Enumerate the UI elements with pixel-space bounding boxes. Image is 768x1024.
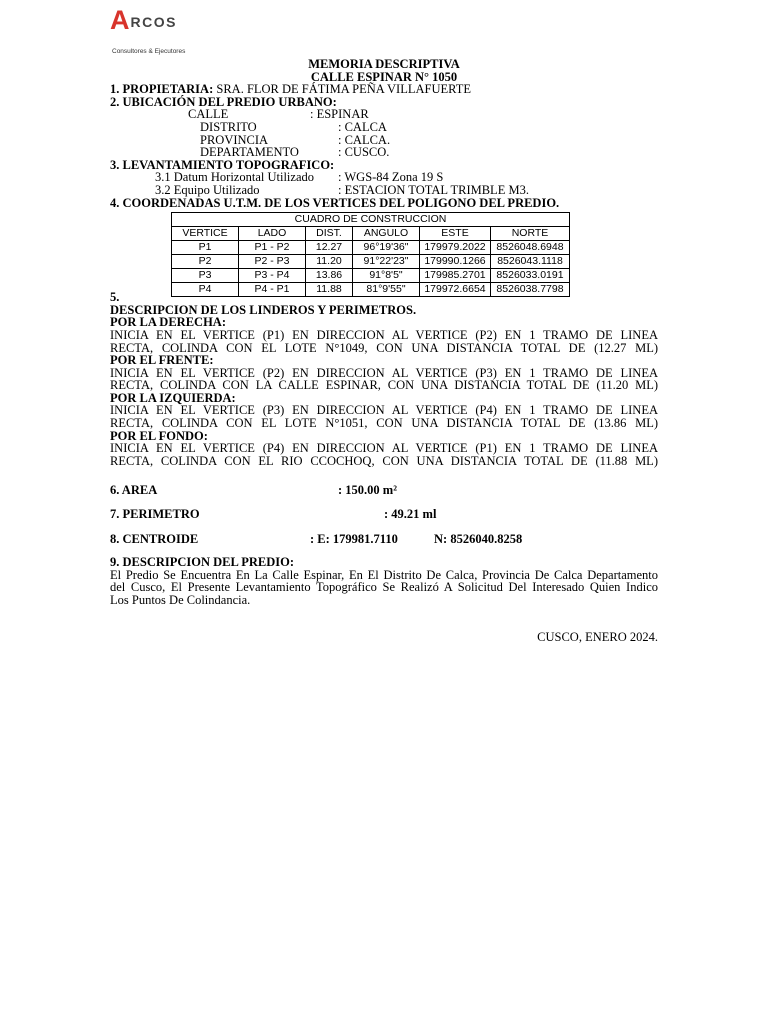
property-description-line1: El Predio Se Encuentra En La Calle Espinar, En El Distrito De Calca, Provincia De Calca Departamento — [110, 567, 658, 582]
property-description-heading: 9. DESCRIPCION DEL PREDIO: — [110, 555, 295, 570]
boundaries-heading: DESCRIPCION DE LOS LINDEROS Y PERIMETROS. — [110, 302, 417, 317]
front-boundary-label: POR EL FRENTE: — [110, 353, 214, 368]
cell-lado: P3 - P4 — [239, 269, 306, 283]
cell-este: 179990.1266 — [420, 255, 491, 269]
owner-label: 1. PROPIETARIA: — [110, 82, 214, 97]
cell-angulo: 91°22'23" — [353, 255, 420, 269]
front-boundary-line1: INICIA EN EL VERTICE (P2) EN DIRECCION AL VERTICE (P3) EN 1 TRAMO DE LINEA — [110, 365, 658, 380]
company-logo — [110, 5, 190, 58]
calle-value: : ESPINAR — [310, 107, 369, 122]
centroid-label: 8. CENTROIDE — [110, 531, 199, 546]
location-departamento — [110, 146, 658, 159]
property-description-line3: Los Puntos De Colindancia. — [110, 593, 251, 607]
left-boundary-line2: RECTA, COLINDA CON EL LOTE N°1051, CON UNA DISTANCIA TOTAL DE (13.86 ML) — [110, 416, 658, 431]
document-page — [110, 5, 658, 644]
distrito-label: DISTRITO — [200, 119, 257, 134]
calle-label: CALLE — [188, 107, 229, 122]
equipment-label: 3.2 Equipo Utilizado — [155, 182, 260, 197]
cell-este: 179985.2701 — [420, 269, 491, 283]
survey-equipment — [110, 184, 658, 197]
equipment-value: : ESTACION TOTAL TRIMBLE M3. — [338, 182, 529, 197]
header-lado: LADO — [239, 227, 306, 241]
back-boundary-line1: INICIA EN EL VERTICE (P4) EN DIRECCION AL VERTICE (P1) EN 1 TRAMO DE LINEA — [110, 441, 658, 456]
header-norte: NORTE — [491, 227, 570, 241]
area-value: : 150.00 m² — [338, 483, 397, 498]
table-caption: CUADRO DE CONSTRUCCION — [172, 213, 570, 227]
datum-value: : WGS-84 Zona 19 S — [338, 170, 444, 185]
cell-dist: 11.88 — [306, 283, 353, 297]
cell-vertice: P2 — [172, 255, 239, 269]
centroid-row — [110, 533, 658, 546]
distrito-value: : CALCA — [338, 119, 387, 134]
left-boundary-line1: INICIA EN EL VERTICE (P3) EN DIRECCION AL VERTICE (P4) EN 1 TRAMO DE LINEA — [110, 403, 658, 418]
right-boundary-line1: INICIA EN EL VERTICE (P1) EN DIRECCION AL VERTICE (P2) EN 1 TRAMO DE LINEA — [110, 327, 658, 342]
cell-dist: 13.86 — [306, 269, 353, 283]
logo-brand: A RCOS — [110, 5, 177, 35]
construction-table — [171, 212, 570, 297]
centroid-east: : E: 179981.7110 — [310, 531, 398, 546]
back-boundary-label: POR EL FONDO: — [110, 428, 208, 443]
right-boundary-line2: RECTA, COLINDA CON EL LOTE N°1049, CON UNA DISTANCIA TOTAL DE (12.27 ML) — [110, 340, 658, 355]
datum-label: 3.1 Datum Horizontal Utilizado — [155, 170, 314, 185]
provincia-label: PROVINCIA — [200, 132, 269, 147]
owner-value: SRA. FLOR DE FÁTIMA PEÑA VILLAFUERTE — [216, 82, 471, 97]
cell-norte: 8526043.1118 — [491, 255, 570, 269]
perimeter-row — [110, 508, 658, 521]
cell-vertice: P4 — [172, 283, 239, 297]
table-header-row — [172, 227, 570, 241]
area-label: 6. AREA — [110, 483, 158, 498]
cell-vertice: P1 — [172, 241, 239, 255]
coordinates-heading: 4. COORDENADAS U.T.M. DE LOS VERTICES DEL POLIGONO DEL PREDIO. — [110, 195, 560, 210]
header-este: ESTE — [420, 227, 491, 241]
logo-subtitle: Consultores & Ejecutores — [112, 48, 186, 55]
cell-norte: 8526038.7798 — [491, 283, 570, 297]
cell-lado: P4 - P1 — [239, 283, 306, 297]
header-vertice: VERTICE — [172, 227, 239, 241]
right-boundary-label: POR LA DERECHA: — [110, 315, 226, 330]
cell-angulo: 91°8'5" — [353, 269, 420, 283]
cell-lado: P2 - P3 — [239, 255, 306, 269]
table-row — [172, 255, 570, 269]
cell-este: 179972.6654 — [420, 283, 491, 297]
cell-este: 179979.2022 — [420, 241, 491, 255]
back-boundary-line2: RECTA, COLINDA CON EL RIO CCOCHOQ, CON UNA DISTANCIA TOTAL DE (11.88 ML) — [110, 453, 658, 468]
centroid-north: N: 8526040.8258 — [434, 531, 523, 546]
place-date: CUSCO, ENERO 2024. — [537, 629, 658, 644]
cell-norte: 8526033.0191 — [491, 269, 570, 283]
front-boundary-line2: RECTA, COLINDA CON LA CALLE ESPINAR, CON UNA DISTANCIA TOTAL DE (11.20 ML) — [110, 378, 658, 393]
departamento-value: : CUSCO. — [338, 145, 390, 160]
header-dist: DIST. — [306, 227, 353, 241]
cell-lado: P1 - P2 — [239, 241, 306, 255]
cell-norte: 8526048.6948 — [491, 241, 570, 255]
location-distrito — [110, 121, 658, 134]
provincia-value: : CALCA. — [338, 132, 391, 147]
header-angulo: ANGULO — [353, 227, 420, 241]
cell-angulo: 96°19'36" — [353, 241, 420, 255]
cell-vertice: P3 — [172, 269, 239, 283]
cell-dist: 11.20 — [306, 255, 353, 269]
table-row — [172, 269, 570, 283]
departamento-label: DEPARTAMENTO — [200, 145, 299, 160]
property-description-line2: del Cusco, El Presente Levantamiento Topográfico Se Realizó A Solicitud Del Interesado Quien Indico — [110, 580, 658, 595]
section-owner — [110, 83, 658, 96]
survey-heading: 3. LEVANTAMIENTO TOPOGRAFICO: — [110, 157, 335, 172]
document-subtitle: CALLE ESPINAR N° 1050 — [310, 69, 458, 84]
table-row — [172, 241, 570, 255]
document-title: MEMORIA DESCRIPTIVA — [308, 57, 460, 71]
perimeter-value: : 49.21 ml — [384, 507, 437, 522]
cell-dist: 12.27 — [306, 241, 353, 255]
cell-angulo: 81°9'55" — [353, 283, 420, 297]
area-row — [110, 484, 658, 497]
left-boundary-label: POR LA IZQUIERDA: — [110, 390, 236, 405]
perimeter-label: 7. PERIMETRO — [110, 507, 200, 522]
section-5-number: 5. — [110, 290, 120, 305]
location-heading: 2. UBICACIÓN DEL PREDIO URBANO: — [110, 94, 337, 109]
